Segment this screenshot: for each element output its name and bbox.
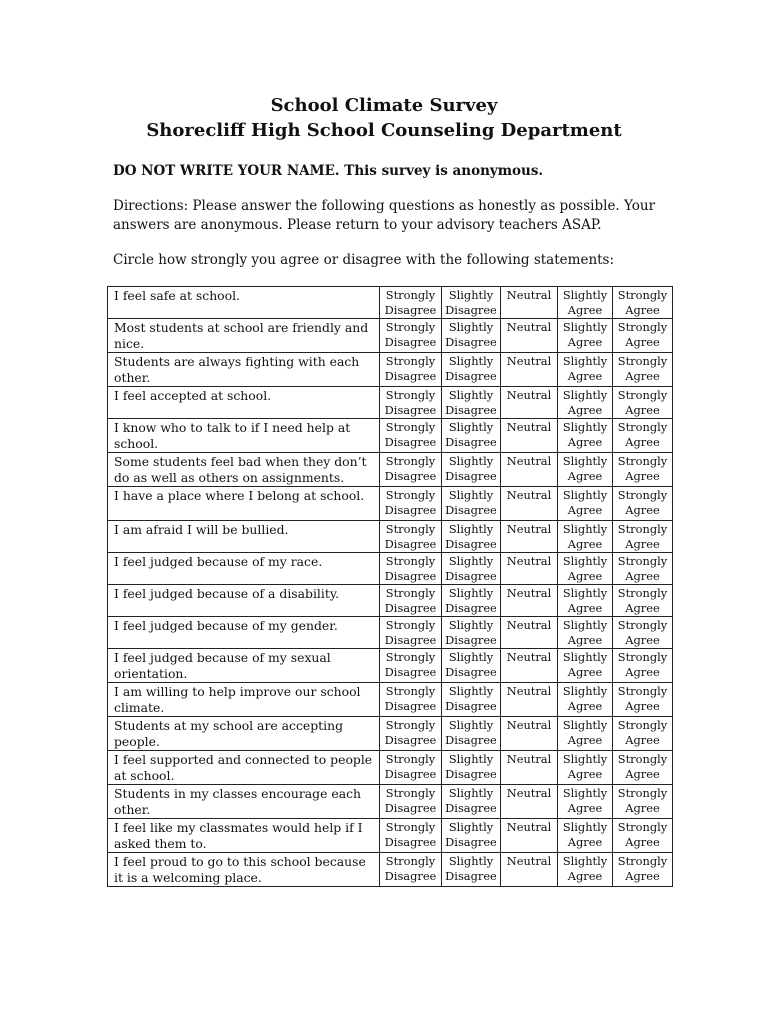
option-label-word: Agree: [625, 633, 660, 647]
option-label-word: Slightly: [448, 618, 494, 632]
option-label-word: Strongly: [617, 586, 668, 600]
option-label-word: Agree: [567, 767, 603, 781]
option-label-word: Strongly: [385, 288, 436, 302]
strongly-agree-option[interactable]: [613, 617, 673, 649]
option-label-word: Neutral: [506, 684, 552, 698]
option-label-word: Slightly: [448, 420, 494, 434]
option-label-word: Slightly: [448, 684, 494, 698]
option-label-word: Strongly: [385, 618, 436, 632]
option-label-word: Slightly: [562, 618, 608, 632]
statement-text: Students are always fighting with each other.: [108, 353, 380, 387]
option-label-word: Disagree: [445, 403, 497, 417]
option-label-word: Disagree: [384, 665, 437, 679]
slightly-disagree-option[interactable]: [442, 387, 501, 419]
strongly-disagree-option[interactable]: [380, 649, 442, 683]
option-label-word: Disagree: [384, 633, 437, 647]
option-label-word: Slightly: [562, 786, 608, 800]
strongly-disagree-option[interactable]: [380, 353, 442, 387]
option-label-word: Agree: [567, 569, 603, 583]
slightly-agree-option[interactable]: [558, 819, 613, 853]
survey-row: [108, 717, 673, 751]
option-label-word: Slightly: [562, 752, 608, 766]
neutral-option[interactable]: [501, 553, 558, 585]
instruction-text: Circle how strongly you agree or disagree with the following statements:: [113, 252, 615, 268]
statement-text: Some students feel bad when they don’t do as well as others on assignments.: [108, 453, 380, 487]
option-label-word: Disagree: [384, 835, 437, 849]
option-label-word: Neutral: [506, 488, 552, 502]
option-label-word: Slightly: [448, 586, 494, 600]
option-label-word: Agree: [567, 335, 603, 349]
option-label-word: Slightly: [448, 554, 494, 568]
neutral-option[interactable]: [501, 585, 558, 617]
slightly-agree-option[interactable]: [558, 521, 613, 553]
slightly-agree-option[interactable]: [558, 487, 613, 521]
option-label-word: Strongly: [385, 684, 436, 698]
option-label-word: Slightly: [448, 786, 494, 800]
option-label-word: Slightly: [448, 752, 494, 766]
slightly-disagree-option[interactable]: [442, 717, 501, 751]
option-label-word: Strongly: [385, 650, 436, 664]
statement-text: Students in my classes encourage each other.: [108, 785, 380, 819]
page-subtitle: Shorecliff High School Counseling Department: [146, 120, 622, 141]
option-label-word: Agree: [625, 469, 660, 483]
slightly-agree-option[interactable]: [558, 785, 613, 819]
statement-text: I am afraid I will be bullied.: [108, 521, 380, 553]
option-label-word: Strongly: [385, 718, 436, 732]
option-label-word: Slightly: [562, 420, 608, 434]
option-label-word: Slightly: [448, 854, 494, 868]
option-label-word: Slightly: [562, 522, 608, 536]
option-label-word: Strongly: [617, 650, 668, 664]
option-label-word: Strongly: [385, 786, 436, 800]
strongly-disagree-option[interactable]: [380, 617, 442, 649]
slightly-disagree-option[interactable]: [442, 683, 501, 717]
option-label-word: Disagree: [384, 733, 437, 747]
strongly-agree-option[interactable]: [613, 353, 673, 387]
option-label-word: Disagree: [445, 537, 497, 551]
strongly-agree-option[interactable]: [613, 585, 673, 617]
strongly-disagree-option[interactable]: [380, 717, 442, 751]
option-label-word: Strongly: [617, 684, 668, 698]
slightly-disagree-option[interactable]: [442, 453, 501, 487]
option-label-word: Slightly: [562, 718, 608, 732]
strongly-agree-option[interactable]: [613, 819, 673, 853]
survey-row: [108, 683, 673, 717]
strongly-disagree-option[interactable]: [380, 683, 442, 717]
slightly-disagree-option[interactable]: [442, 353, 501, 387]
option-label-word: Disagree: [445, 835, 497, 849]
neutral-option[interactable]: [501, 751, 558, 785]
option-label-word: Strongly: [385, 522, 436, 536]
strongly-agree-option[interactable]: [613, 785, 673, 819]
option-label-word: Disagree: [445, 733, 497, 747]
neutral-option[interactable]: [501, 453, 558, 487]
option-label-word: Disagree: [445, 767, 497, 781]
strongly-agree-option[interactable]: [613, 683, 673, 717]
slightly-agree-option[interactable]: [558, 453, 613, 487]
option-label-word: Disagree: [384, 569, 437, 583]
option-label-word: Slightly: [448, 454, 494, 468]
option-label-word: Disagree: [445, 503, 497, 517]
slightly-disagree-option[interactable]: [442, 585, 501, 617]
option-label-word: Neutral: [506, 854, 552, 868]
option-label-word: Agree: [567, 503, 603, 517]
option-label-word: Agree: [567, 665, 603, 679]
strongly-disagree-option[interactable]: [380, 319, 442, 353]
slightly-disagree-option[interactable]: [442, 785, 501, 819]
option-label-word: Agree: [567, 835, 603, 849]
neutral-option[interactable]: [501, 717, 558, 751]
strongly-disagree-option[interactable]: [380, 521, 442, 553]
option-label-word: Slightly: [562, 354, 608, 368]
neutral-option[interactable]: [501, 819, 558, 853]
option-label-word: Slightly: [562, 586, 608, 600]
option-label-word: Disagree: [384, 699, 437, 713]
option-label-word: Strongly: [385, 820, 436, 834]
slightly-agree-option[interactable]: [558, 617, 613, 649]
statement-text: I feel judged because of a disability.: [108, 585, 380, 617]
neutral-option[interactable]: [501, 617, 558, 649]
statement-text: I have a place where I belong at school.: [108, 487, 380, 521]
neutral-option[interactable]: [501, 683, 558, 717]
option-label-word: Agree: [625, 303, 660, 317]
option-label-word: Disagree: [384, 767, 437, 781]
option-label-word: Strongly: [385, 752, 436, 766]
option-label-word: Slightly: [562, 388, 608, 402]
directions-line-2: answers are anonymous. Please return to your advisory teachers ASAP.: [113, 217, 602, 233]
option-label-word: Strongly: [385, 454, 436, 468]
option-label-word: Neutral: [506, 320, 552, 334]
option-label-word: Strongly: [617, 354, 668, 368]
option-label-word: Agree: [567, 699, 603, 713]
option-label-word: Strongly: [617, 618, 668, 632]
slightly-disagree-option[interactable]: [442, 649, 501, 683]
survey-row: [108, 387, 673, 419]
neutral-option[interactable]: [501, 487, 558, 521]
option-label-word: Agree: [567, 303, 603, 317]
survey-row: [108, 751, 673, 785]
survey-row: [108, 553, 673, 585]
slightly-agree-option[interactable]: [558, 353, 613, 387]
option-label-word: Neutral: [506, 454, 552, 468]
option-label-word: Disagree: [445, 699, 497, 713]
slightly-disagree-option[interactable]: [442, 617, 501, 649]
slightly-agree-option[interactable]: [558, 419, 613, 453]
option-label-word: Agree: [567, 537, 603, 551]
option-label-word: Disagree: [445, 801, 497, 815]
slightly-disagree-option[interactable]: [442, 419, 501, 453]
survey-row: [108, 319, 673, 353]
option-label-word: Strongly: [617, 752, 668, 766]
option-label-word: Disagree: [445, 469, 497, 483]
option-label-word: Agree: [625, 435, 660, 449]
option-label-word: Neutral: [506, 586, 552, 600]
option-label-word: Slightly: [448, 388, 494, 402]
option-label-word: Slightly: [562, 488, 608, 502]
option-label-word: Agree: [625, 801, 660, 815]
slightly-disagree-option[interactable]: [442, 521, 501, 553]
option-label-word: Neutral: [506, 288, 552, 302]
option-label-word: Neutral: [506, 522, 552, 536]
option-label-word: Agree: [567, 601, 603, 615]
option-label-word: Agree: [625, 369, 660, 383]
option-label-word: Strongly: [617, 420, 668, 434]
option-label-word: Neutral: [506, 388, 552, 402]
option-label-word: Disagree: [384, 303, 437, 317]
option-label-word: Slightly: [562, 320, 608, 334]
slightly-disagree-option[interactable]: [442, 853, 501, 887]
option-label-word: Disagree: [445, 665, 497, 679]
option-label-word: Agree: [625, 767, 660, 781]
option-label-word: Strongly: [385, 554, 436, 568]
strongly-agree-option[interactable]: [613, 521, 673, 553]
option-label-word: Agree: [625, 869, 660, 883]
neutral-option[interactable]: [501, 419, 558, 453]
option-label-word: Neutral: [506, 752, 552, 766]
option-label-word: Slightly: [448, 488, 494, 502]
statement-text: Students at my school are accepting people.: [108, 717, 380, 751]
strongly-agree-option[interactable]: [613, 487, 673, 521]
option-label-word: Strongly: [385, 420, 436, 434]
option-label-word: Strongly: [385, 354, 436, 368]
strongly-agree-option[interactable]: [613, 649, 673, 683]
option-label-word: Slightly: [448, 354, 494, 368]
option-label-word: Disagree: [384, 369, 437, 383]
anonymous-notice: DO NOT WRITE YOUR NAME. This survey is anonymous.: [113, 163, 544, 179]
page-title: School Climate Survey: [270, 95, 498, 116]
option-label-word: Disagree: [384, 503, 437, 517]
slightly-agree-option[interactable]: [558, 683, 613, 717]
option-label-word: Agree: [625, 537, 660, 551]
option-label-word: Agree: [567, 369, 603, 383]
slightly-agree-option[interactable]: [558, 717, 613, 751]
option-label-word: Disagree: [445, 633, 497, 647]
option-label-word: Slightly: [448, 650, 494, 664]
option-label-word: Agree: [567, 469, 603, 483]
survey-table: [107, 286, 673, 887]
option-label-word: Disagree: [384, 869, 437, 883]
option-label-word: Disagree: [384, 469, 437, 483]
option-label-word: Disagree: [445, 335, 497, 349]
option-label-word: Disagree: [384, 601, 437, 615]
option-label-word: Disagree: [384, 435, 437, 449]
statement-text: I feel judged because of my sexual orientation.: [108, 649, 380, 683]
neutral-option[interactable]: [501, 319, 558, 353]
option-label-word: Slightly: [562, 854, 608, 868]
option-label-word: Strongly: [617, 820, 668, 834]
survey-row: [108, 287, 673, 319]
strongly-agree-option[interactable]: [613, 319, 673, 353]
slightly-agree-option[interactable]: [558, 649, 613, 683]
neutral-option[interactable]: [501, 785, 558, 819]
slightly-disagree-option[interactable]: [442, 287, 501, 319]
option-label-word: Disagree: [445, 303, 497, 317]
option-label-word: Strongly: [617, 554, 668, 568]
statement-text: I feel proud to go to this school because it is a welcoming place.: [108, 853, 380, 887]
option-label-word: Agree: [567, 403, 603, 417]
statement-text: I feel like my classmates would help if I asked them to.: [108, 819, 380, 853]
option-label-word: Slightly: [448, 320, 494, 334]
option-label-word: Neutral: [506, 650, 552, 664]
strongly-disagree-option[interactable]: [380, 853, 442, 887]
option-label-word: Strongly: [617, 288, 668, 302]
option-label-word: Neutral: [506, 718, 552, 732]
option-label-word: Agree: [567, 435, 603, 449]
directions-line-1: Directions: Please answer the following questions as honestly as possible. Your: [113, 198, 656, 214]
neutral-option[interactable]: [501, 649, 558, 683]
neutral-option[interactable]: [501, 353, 558, 387]
statement-text: I feel judged because of my gender.: [108, 617, 380, 649]
option-label-word: Slightly: [562, 288, 608, 302]
strongly-agree-option[interactable]: [613, 419, 673, 453]
option-label-word: Neutral: [506, 554, 552, 568]
strongly-disagree-option[interactable]: [380, 487, 442, 521]
strongly-disagree-option[interactable]: [380, 751, 442, 785]
option-label-word: Neutral: [506, 786, 552, 800]
statement-text: I know who to talk to if I need help at school.: [108, 419, 380, 453]
statement-text: I feel accepted at school.: [108, 387, 380, 419]
strongly-disagree-option[interactable]: [380, 585, 442, 617]
option-label-word: Slightly: [448, 522, 494, 536]
strongly-disagree-option[interactable]: [380, 553, 442, 585]
option-label-word: Agree: [625, 569, 660, 583]
option-label-word: Slightly: [448, 718, 494, 732]
option-label-word: Strongly: [385, 854, 436, 868]
option-label-word: Strongly: [617, 786, 668, 800]
survey-row: [108, 487, 673, 521]
option-label-word: Agree: [567, 733, 603, 747]
strongly-disagree-option[interactable]: [380, 287, 442, 319]
option-label-word: Agree: [625, 335, 660, 349]
option-label-word: Disagree: [384, 403, 437, 417]
option-label-word: Strongly: [385, 488, 436, 502]
option-label-word: Slightly: [562, 820, 608, 834]
option-label-word: Disagree: [445, 435, 497, 449]
survey-row: [108, 819, 673, 853]
slightly-disagree-option[interactable]: [442, 553, 501, 585]
option-label-word: Disagree: [384, 335, 437, 349]
option-label-word: Strongly: [617, 388, 668, 402]
option-label-word: Agree: [567, 633, 603, 647]
option-label-word: Disagree: [445, 369, 497, 383]
option-label-word: Slightly: [562, 684, 608, 698]
option-label-word: Agree: [625, 665, 660, 679]
option-label-word: Agree: [625, 835, 660, 849]
strongly-agree-option[interactable]: [613, 453, 673, 487]
neutral-option[interactable]: [501, 521, 558, 553]
strongly-agree-option[interactable]: [613, 387, 673, 419]
option-label-word: Disagree: [445, 869, 497, 883]
strongly-disagree-option[interactable]: [380, 419, 442, 453]
slightly-agree-option[interactable]: [558, 319, 613, 353]
option-label-word: Strongly: [385, 388, 436, 402]
strongly-agree-option[interactable]: [613, 717, 673, 751]
option-label-word: Disagree: [384, 801, 437, 815]
slightly-agree-option[interactable]: [558, 853, 613, 887]
slightly-agree-option[interactable]: [558, 751, 613, 785]
strongly-disagree-option[interactable]: [380, 819, 442, 853]
option-label-word: Neutral: [506, 820, 552, 834]
strongly-agree-option[interactable]: [613, 287, 673, 319]
strongly-agree-option[interactable]: [613, 553, 673, 585]
survey-row: [108, 649, 673, 683]
option-label-word: Neutral: [506, 618, 552, 632]
slightly-disagree-option[interactable]: [442, 487, 501, 521]
statement-text: I feel safe at school.: [108, 287, 380, 319]
survey-row: [108, 853, 673, 887]
survey-row: [108, 617, 673, 649]
slightly-disagree-option[interactable]: [442, 751, 501, 785]
option-label-word: Slightly: [448, 288, 494, 302]
option-label-word: Strongly: [617, 454, 668, 468]
neutral-option[interactable]: [501, 387, 558, 419]
option-label-word: Slightly: [562, 554, 608, 568]
statement-text: I feel supported and connected to people at school.: [108, 751, 380, 785]
slightly-agree-option[interactable]: [558, 553, 613, 585]
option-label-word: Strongly: [617, 488, 668, 502]
survey-row: [108, 585, 673, 617]
option-label-word: Strongly: [385, 586, 436, 600]
option-label-word: Disagree: [445, 601, 497, 615]
slightly-disagree-option[interactable]: [442, 319, 501, 353]
statement-text: I feel judged because of my race.: [108, 553, 380, 585]
option-label-word: Agree: [567, 801, 603, 815]
survey-table-body: [108, 287, 673, 887]
strongly-agree-option[interactable]: [613, 751, 673, 785]
option-label-word: Neutral: [506, 420, 552, 434]
strongly-disagree-option[interactable]: [380, 387, 442, 419]
option-label-word: Disagree: [445, 569, 497, 583]
option-label-word: Agree: [625, 733, 660, 747]
option-label-word: Agree: [625, 601, 660, 615]
option-label-word: Strongly: [617, 854, 668, 868]
option-label-word: Neutral: [506, 354, 552, 368]
option-label-word: Agree: [567, 869, 603, 883]
strongly-agree-option[interactable]: [613, 853, 673, 887]
neutral-option[interactable]: [501, 853, 558, 887]
option-label-word: Agree: [625, 503, 660, 517]
option-label-word: Strongly: [617, 718, 668, 732]
strongly-disagree-option[interactable]: [380, 453, 442, 487]
option-label-word: Slightly: [448, 820, 494, 834]
option-label-word: Strongly: [617, 522, 668, 536]
survey-row: [108, 785, 673, 819]
option-label-word: Slightly: [562, 650, 608, 664]
slightly-agree-option[interactable]: [558, 387, 613, 419]
survey-row: [108, 419, 673, 453]
slightly-agree-option[interactable]: [558, 287, 613, 319]
survey-row: [108, 521, 673, 553]
strongly-disagree-option[interactable]: [380, 785, 442, 819]
survey-row: [108, 353, 673, 387]
statement-text: I am willing to help improve our school climate.: [108, 683, 380, 717]
slightly-disagree-option[interactable]: [442, 819, 501, 853]
statement-text: Most students at school are friendly and nice.: [108, 319, 380, 353]
neutral-option[interactable]: [501, 287, 558, 319]
option-label-word: Agree: [625, 403, 660, 417]
option-label-word: Strongly: [617, 320, 668, 334]
option-label-word: Disagree: [384, 537, 437, 551]
option-label-word: Slightly: [562, 454, 608, 468]
slightly-agree-option[interactable]: [558, 585, 613, 617]
survey-row: [108, 453, 673, 487]
option-label-word: Strongly: [385, 320, 436, 334]
option-label-word: Agree: [625, 699, 660, 713]
